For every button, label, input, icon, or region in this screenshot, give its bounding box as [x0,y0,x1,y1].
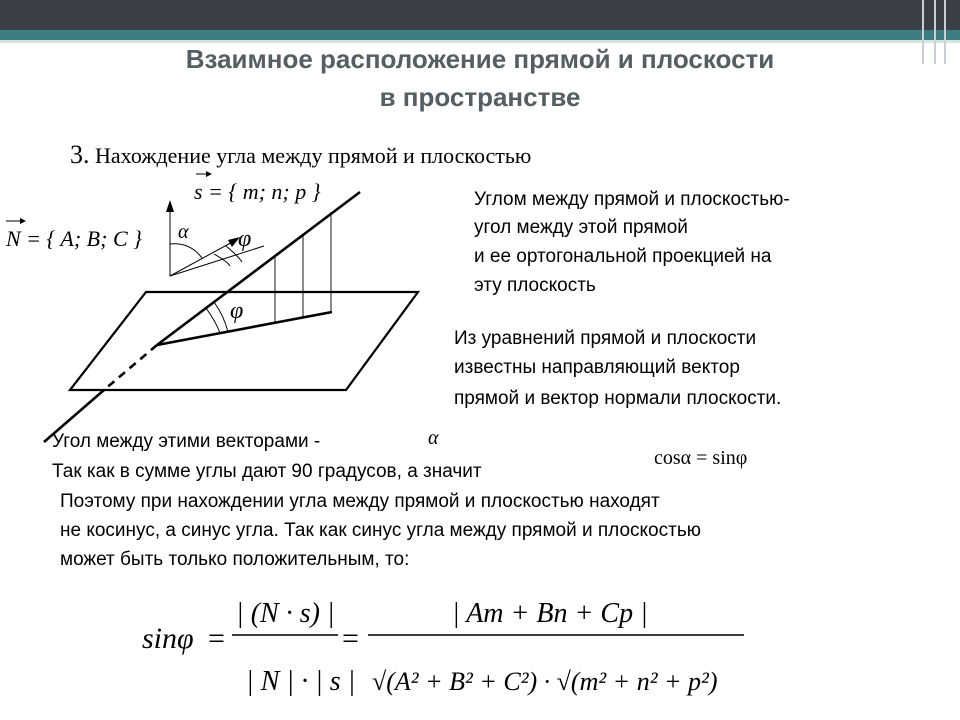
equations-note-line-1: Из уравнений прямой и плоскости [454,328,757,349]
definition-line-2: угол между этой прямой [474,217,688,238]
projection-line [157,312,332,345]
definition-line-3: и ее ортогональной проекцией на [474,246,772,267]
formula-numerator-right: | Am + Bn + Cp | [452,598,648,629]
normal-vector-arrowhead [166,200,174,212]
s-vector-arrowhead [206,171,212,177]
angle-arc [214,302,228,332]
phi-label-plane: φ [230,298,244,324]
conclusion-line-2: не косинус, а синус угла. Так как синус угла между прямой и плоскостью [60,520,701,541]
alpha-arc [170,244,202,258]
angle-between-vectors-text: Угол между этими векторами - [52,431,321,452]
formula-numerator-left: | (N · s) | [236,598,335,629]
slide-title-line-2: в пространстве [379,82,581,112]
formula-equals-1: = [208,622,225,655]
section-title: Нахождение угла между прямой и плоскостью [95,143,532,168]
alpha-symbol: α [428,427,439,449]
angle-arc [206,308,220,333]
formula-denominator-left: | N | · | s | [246,666,356,697]
line-lower [44,390,104,442]
alpha-label: α [178,221,189,243]
definition-line-1: Углом между прямой и плоскостью- [474,189,790,210]
formula-equals-2: = [342,622,359,655]
equations-note-line-2: известны направляющий вектор [454,357,740,378]
definition-line-4: эту плоскость [474,275,596,296]
slide-title-line-1: Взаимное расположение прямой и плоскости [185,44,775,74]
conclusion-line-1: Поэтому при нахождении угла между прямой и плоскостью находят [60,491,660,512]
angle-sum-text: Так как в сумме углы дают 90 градусов, а значит [52,461,482,482]
line-upper [157,192,360,345]
phi-arc [214,254,230,266]
phi-label-vectors: φ [238,226,252,252]
N-vector-arrowhead [20,218,26,224]
line-hidden-segment [104,345,157,390]
s-vector-label: s = { m; n; p } [194,179,321,204]
section-number: 3. [70,140,90,169]
equations-note-line-3: прямой и вектор нормали плоскости. [454,388,782,409]
conclusion-line-3: может быть только положительным, то: [60,549,410,570]
cos-equals-sin: cosα = sinφ [654,447,748,469]
N-vector-label: N = { A; B; C } [6,226,142,251]
formula-denominator-right: √(A² + B² + C²) · √(m² + n² + p²) [372,667,718,696]
formula-sin-phi: sinφ [142,622,194,655]
